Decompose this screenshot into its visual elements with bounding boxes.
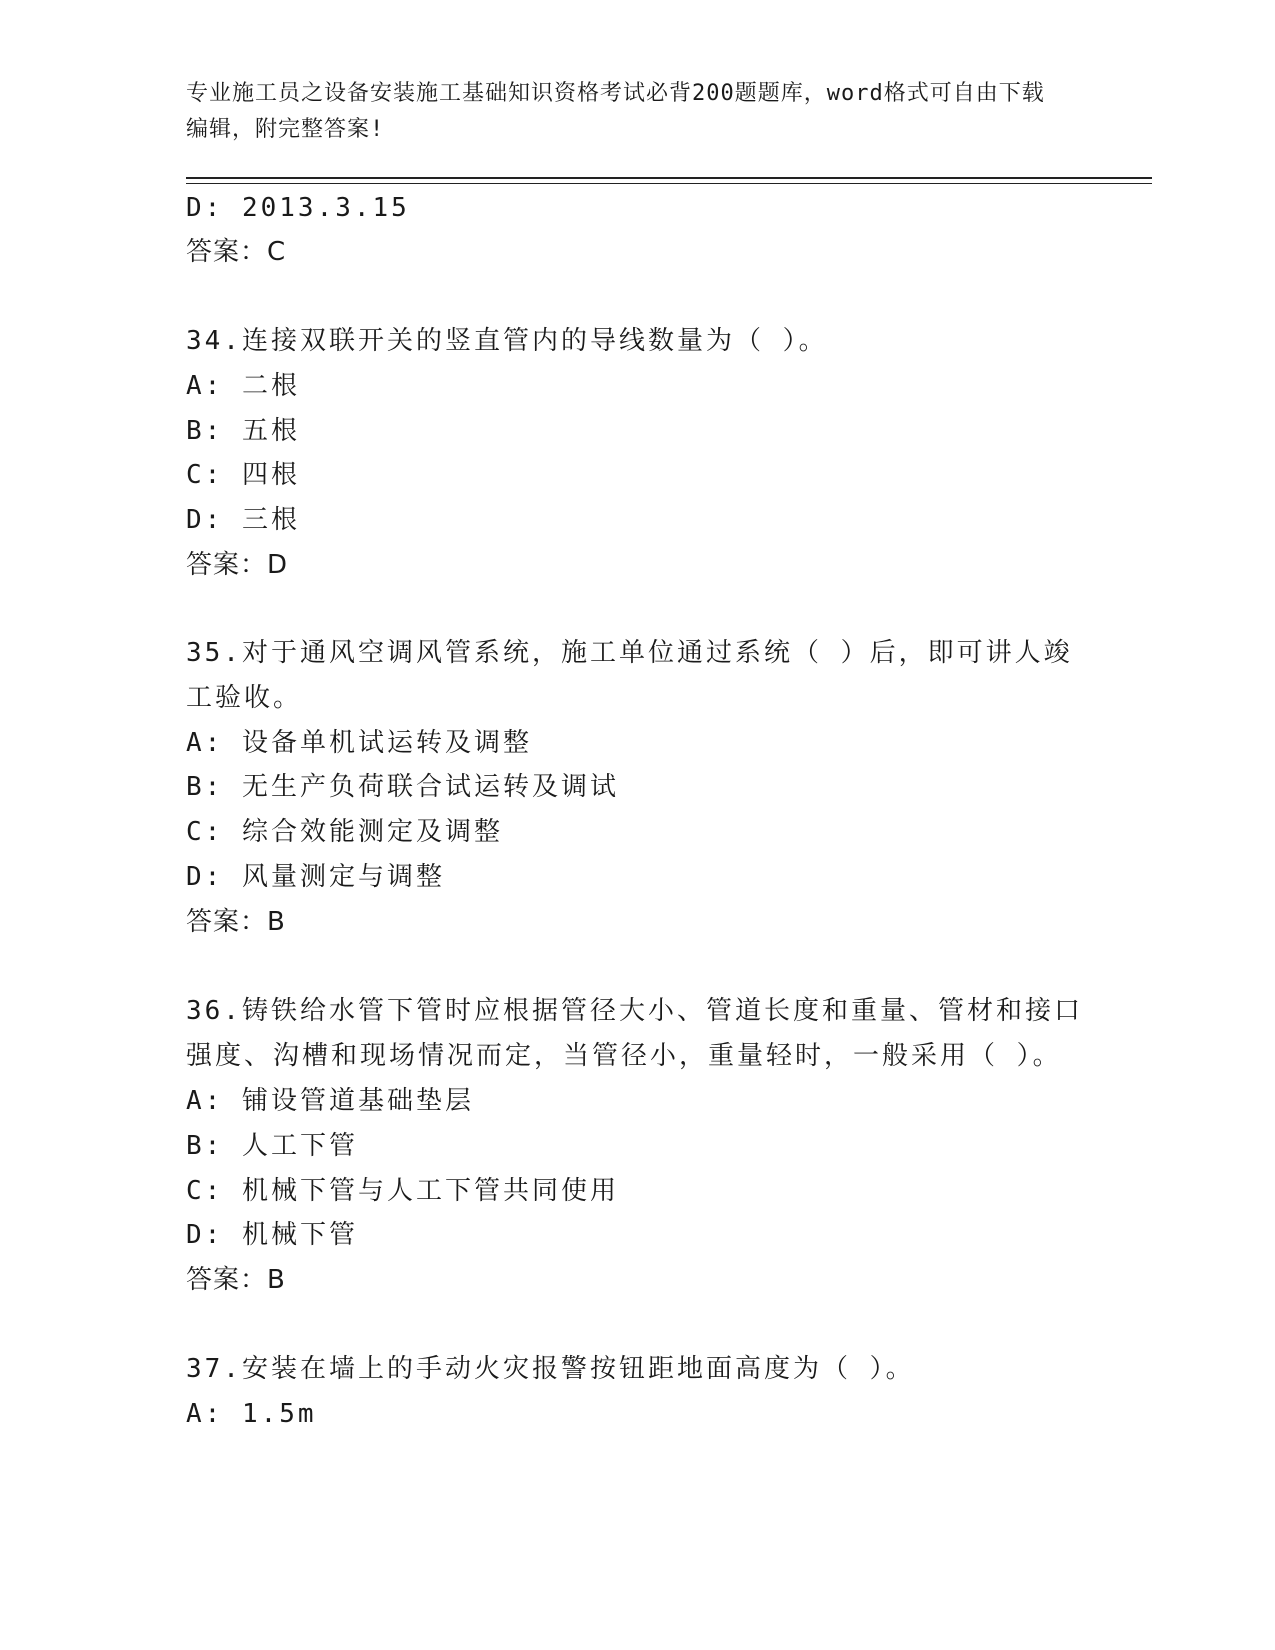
question-36-option-a: A: 铺设管道基础垫层 <box>186 1086 474 1116</box>
question-35-stem-line-1: 35.对于通风空调风管系统，施工单位通过系统（ ）后，即可讲人竣 <box>186 638 1073 668</box>
question-35-stem-line-2: 工验收。 <box>186 683 303 713</box>
header-rule-thick <box>186 177 1152 179</box>
option-d: D: 2013.3.15 <box>186 193 410 223</box>
question-34-answer: 答案：D <box>186 550 289 580</box>
question-36-stem-line-2: 强度、沟槽和现场情况而定，当管径小，重量轻时，一般采用（ ）。 <box>186 1041 1062 1071</box>
question-37-option-a: A: 1.5m <box>186 1399 317 1429</box>
question-34-option-b: B: 五根 <box>186 416 300 446</box>
question-35-answer: 答案：B <box>186 907 286 937</box>
question-35-option-a: A: 设备单机试运转及调整 <box>186 728 532 758</box>
question-34-stem: 34.连接双联开关的竖直管内的导线数量为（ ）。 <box>186 326 828 356</box>
header-rule-thin <box>186 183 1152 184</box>
question-34-option-d: D: 三根 <box>186 505 300 535</box>
question-37-stem: 37.安装在墙上的手动火灾报警按钮距地面高度为（ ）。 <box>186 1354 915 1384</box>
document-header: 专业施工员之设备安装施工基础知识资格考试必背200题题库，word格式可自由下载编辑，附完整答案! <box>186 81 1045 142</box>
question-36-stem-line-1: 36.铸铁给水管下管时应根据管径大小、管道长度和重量、管材和接口 <box>186 996 1083 1026</box>
question-35-option-d: D: 风量测定与调整 <box>186 862 445 892</box>
question-34-option-a: A: 二根 <box>186 371 300 401</box>
question-36-option-b: B: 人工下管 <box>186 1131 358 1161</box>
question-36-option-d: D: 机械下管 <box>186 1220 358 1250</box>
question-36-answer: 答案：B <box>186 1265 286 1295</box>
question-34-option-c: C: 四根 <box>186 460 300 490</box>
question-36-option-c: C: 机械下管与人工下管共同使用 <box>186 1176 619 1206</box>
question-35-option-c: C: 综合效能测定及调整 <box>186 817 503 847</box>
answer-line: 答案：C <box>186 237 287 267</box>
question-35-option-b: B: 无生产负荷联合试运转及调试 <box>186 772 619 802</box>
